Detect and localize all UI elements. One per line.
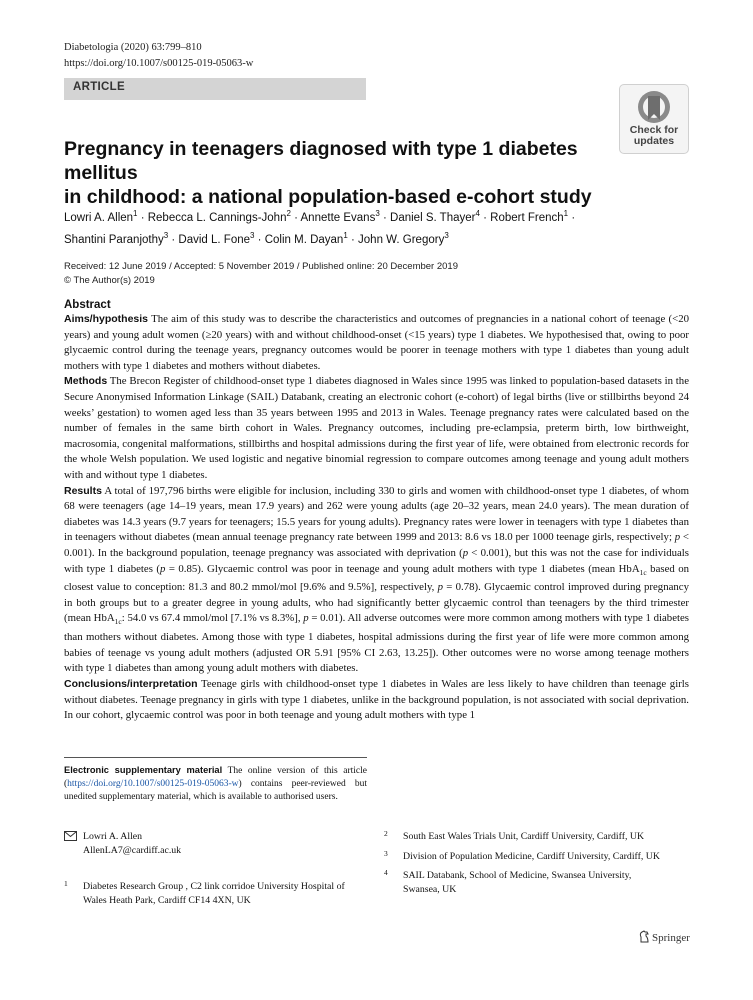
- affiliation-text: Swansea, UK: [403, 883, 457, 895]
- springer-horse-icon: [638, 930, 650, 943]
- author[interactable]: Daniel S. Thayer: [390, 211, 476, 224]
- abstract-methods: [64, 374, 689, 483]
- results-label: Results: [64, 484, 102, 497]
- article-title: [64, 137, 609, 209]
- p-value-symbol: p: [159, 562, 166, 575]
- affiliation-number: 3: [384, 849, 388, 858]
- methods-label: Methods: [64, 375, 108, 388]
- affiliation-number: 1: [64, 879, 68, 888]
- abstract-conclusions: [64, 677, 689, 724]
- author-affiliation: 2: [286, 209, 291, 218]
- correspondent-email[interactable]: AllenLA7@cardiff.ac.uk: [83, 844, 182, 856]
- affiliation-number: 2: [384, 829, 388, 838]
- author[interactable]: Lowri A. Allen: [64, 211, 134, 224]
- journal-citation: Diabetologia (2020) 63:799–810: [64, 42, 202, 53]
- dates-line: Received: 12 June 2019 / Accepted: 5 November 2019 / Published online: 20 December 2019: [64, 261, 458, 272]
- doi-line[interactable]: https://doi.org/10.1007/s00125-019-05063-w: [64, 58, 254, 69]
- author-affiliation: 3: [250, 230, 255, 240]
- affiliation-text: Division of Population Medicine, Cardiff University, Cardiff, UK: [403, 851, 660, 862]
- results-text: A total of 197,796 births were eligible for inclusion, including 330 to girls and women with childhood-onset type 1 diabetes, of whom 68 were teenagers (age 14–19 years, mean 17.9 years) and 262 were young adults (age 20–32 years, mean 24.0 years). The mean duration of diabetes was 14.3 years (9.7 years for teenagers; 15.5 years for young adults). Pregnancy rates were lower in teenagers with type 1 diabetes than in teenagers without diabetes (mean annual teenage pregnancy rate between 1999 and 2013: 8.6 vs 18.0 per 1000 teenage girls, respectively;: [64, 484, 689, 544]
- methods-text: The Brecon Register of childhood-onset type 1 diabetes diagnosed in Wales since 1995 was linked to population-based datasets in the Secure Anonymised Information Linkage (SAIL) Databank, creating an electronic cohort (e-cohort) of legal births (live or stillbirths beyond 24 weeks’ gestation) to women aged less than 35 years between 1995 and 2013 in Wales. Teenage pregnancy rates were calculated based on the number of females in the same birth cohort in Wales. Pregnancy outcomes, including pre-eclampsia, preterm birth, low birthweight, macrosomia, congenital malformations, stillbirths and hospital admissions during the first year of life, were obtained from electronic records for the whole Welsh population. We used logistic and negative binomial regression to compare outcomes among teenage and young adult mothers with and without type 1 diabetes.: [64, 375, 689, 481]
- author[interactable]: Shantini Paranjothy: [64, 233, 164, 246]
- author[interactable]: Colin M. Dayan: [264, 233, 344, 246]
- p-value-symbol: p: [303, 612, 309, 625]
- author[interactable]: John W. Gregory: [358, 233, 445, 246]
- affiliation-text: Wales Heath Park, Cardiff CF14 4XN, UK: [83, 894, 251, 906]
- author-list: Lowri A. Allen$^1$ · Rebecca L. Cannings-John$^2$ · Annette Evans$^3$ · Daniel S. Thayer$^4$ · Robert French$^1$ · Shantini Paranjothy$^3$ · David L. Fone$^3$ · Colin M. Dayan$^1$ · John W. Gregory$^3$: [64, 209, 576, 246]
- affiliation-text: Diabetes Research Group , C2 link corridoe University Hospital of: [83, 881, 345, 892]
- affiliation-text: SAIL Databank, School of Medicine, Swansea University,: [403, 870, 632, 881]
- results-text: < 0.001). In the background population, teenage pregnancy was associated with deprivation (: [64, 531, 689, 559]
- esm-text: The online version of this article (: [64, 766, 368, 789]
- hba1c-subscript: 1c: [639, 567, 647, 577]
- author-affiliation: 1: [133, 209, 138, 218]
- copyright-line: © The Author(s) 2019: [64, 275, 155, 286]
- title-line-2: in childhood: a national population-based e-cohort study: [64, 186, 592, 208]
- publisher-logo: [638, 930, 690, 944]
- author[interactable]: David L. Fone: [178, 233, 251, 246]
- results-text: < 0.001), but this was not the case for individuals with type 1 diabetes (: [64, 546, 689, 575]
- title-line-1: Pregnancy in teenagers diagnosed with type 1 diabetes mellitus: [64, 138, 578, 184]
- results-text: = 0.01). All adverse outcomes were more common among mothers with type 1 diabetes than mothers without diabetes. Among those with type 1 diabetes, hospital admissions during the first year of life were more common among babies of teenage vs young adult mothers (adjusted OR 5.91 [95% CI 2.63, 13.25]). Other outcomes were no worse among teenage mothers with type 1 diabetes than among young adult mothers with diabetes.: [64, 612, 689, 675]
- author-affiliation: 3: [375, 209, 380, 218]
- article-type-label: ARTICLE: [73, 81, 125, 93]
- esm-label: Electronic supplementary material: [64, 765, 223, 775]
- author-affiliation: 3: [163, 230, 169, 240]
- author-affiliation: 1: [563, 209, 569, 218]
- aims-label: Aims/hypothesis: [64, 313, 149, 325]
- abstract-section: [64, 299, 689, 724]
- publisher-name: Springer: [652, 932, 690, 944]
- author[interactable]: Rebecca L. Cannings-John: [147, 211, 287, 224]
- p-value-symbol: p: [437, 581, 444, 594]
- article-type-bar: [64, 78, 366, 100]
- author-affiliation: 1: [343, 230, 348, 240]
- badge-line-1: Check for: [629, 124, 679, 136]
- badge-line-2: updates: [633, 135, 675, 147]
- author-affiliation: 4: [475, 209, 480, 218]
- author[interactable]: Annette Evans: [300, 211, 376, 224]
- envelope-icon: [64, 831, 77, 841]
- p-value-symbol: p: [674, 531, 681, 544]
- esm-text: ) contains peer-reviewed but unedited supplementary material, which is available to authorised users.: [64, 778, 367, 802]
- publication-dates: [64, 260, 458, 288]
- results-text: = 0.85). Glycaemic control was poor in teenage and young adult mothers with type 1 diabetes (mean HbA: [165, 562, 640, 575]
- abstract-results: [64, 484, 689, 677]
- esm-link[interactable]: https://doi.org/10.1007/s00125-019-05063-w: [67, 778, 239, 789]
- abstract-heading: Abstract: [64, 299, 111, 311]
- affiliation-text: South East Wales Trials Unit, Cardiff University, Cardiff, UK: [403, 831, 645, 842]
- journal-header: [64, 40, 253, 72]
- results-text: based on closest value to conception: 81.3 and 80.2 mmol/mol [9.6% and 9.5%], respectively,: [64, 562, 690, 594]
- conclusions-text: Teenage girls with childhood-onset type 1 diabetes in Wales are less likely to have children than teenage girls without diabetes. Teenage pregnancy in girls with type 1 diabetes, unlike in the background population, is not associated with social deprivation. In our cohort, glycaemic control was poor in both teenage and young adult mothers with type 1: [64, 677, 689, 722]
- hba1c-subscript: 1c: [114, 617, 122, 627]
- abstract-aims: [64, 312, 689, 374]
- results-text: = 0.78). Glycaemic control improved during pregnancy in both groups but to a greater degree in young adults, who had significantly better glycaemic control than teenagers by the third trimester (mean HbA: [64, 581, 689, 625]
- bookmark-ribbon-icon: [637, 90, 671, 124]
- results-text: : 54.0 vs 67.4 mmol/mol [7.1% vs 8.3%],: [121, 612, 304, 625]
- conclusions-label: Conclusions/interpretation: [64, 677, 198, 690]
- author-affiliation: 3: [444, 230, 449, 240]
- supplementary-material-note: [64, 757, 367, 803]
- aims-text: The aim of this study was to describe the characteristics and outcomes of pregnancies in a national cohort of teenage (<20 years) and young adult women (≥20 years) with and without childhood-onset (<15 years) type 1 diabetes. We hypothesised that, owing to poor glycaemic control during the teenage years, pregnancy outcomes would be poorer in teenage mothers with type 1 diabetes than young adult mothers with type 1 diabetes and mothers without diabetes.: [64, 313, 689, 372]
- author[interactable]: Robert French: [490, 211, 564, 224]
- affiliation-number: 4: [384, 868, 388, 877]
- correspondent-name: Lowri A. Allen: [83, 831, 143, 842]
- check-for-updates-badge[interactable]: [619, 84, 689, 154]
- p-value-symbol: p: [462, 546, 469, 559]
